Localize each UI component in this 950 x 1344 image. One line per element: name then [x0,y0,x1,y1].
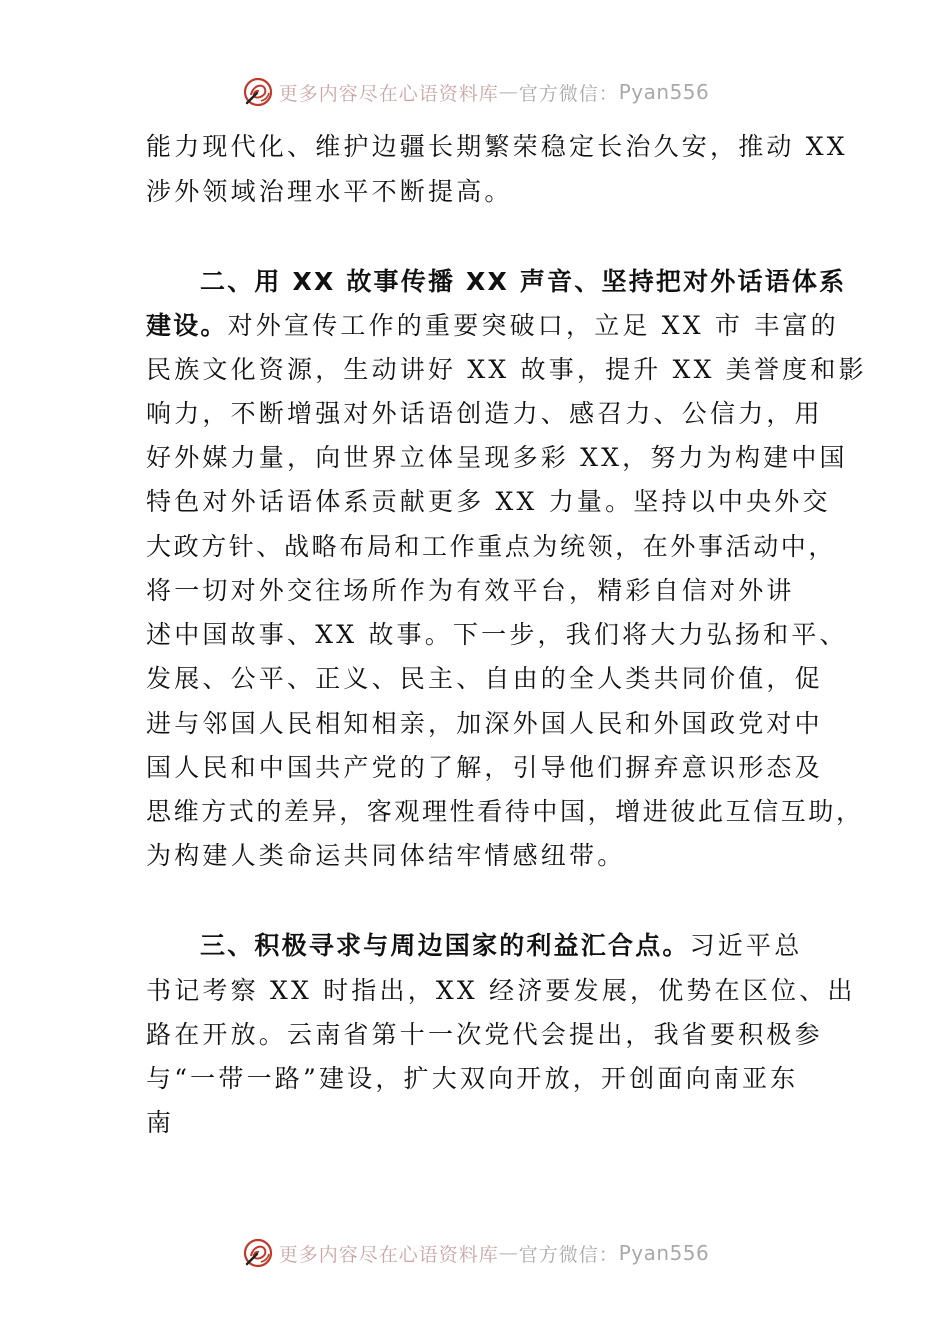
paragraph3-line: 与“一带一路”建设，扩大双向开放，开创面向南亚东 [146,1064,799,1093]
paragraph3-line-rest: 习近平总 [689,931,803,960]
rose-logo-icon [241,1236,275,1270]
paragraph2-line: 述中国故事、XX 故事。下一步，我们将大力弘扬和平、 [146,620,848,649]
paragraph2-line: 特色对外话语体系贡献更多 XX 力量。坚持以中央外交 [146,487,831,516]
watermark-header [0,72,950,112]
section2-heading: 二、用 XX 故事传播 XX 声音、坚持把对外话语体系 [200,267,847,296]
watermark-text: 更多内容尽在心语资料库 [278,82,499,105]
paragraph2-line-rest: 对外宣传工作的重要突破口，立足 XX 市 丰富的 [227,311,839,340]
paragraph2-line: 发展、公平、正义、民主、自由的全人类共同价值，促 [146,664,823,693]
paragraph2-line: 好外媒力量，向世界立体呈现多彩 XX，努力为构建中国 [146,443,848,472]
watermark-wechat-label: 官方微信： [518,1243,619,1266]
section3-heading: 三、积极寻求与周边国家的利益汇合点。 [200,931,690,960]
paragraph1-line: 能力现代化、维护边疆长期繁荣稳定长治久安，推动 XX [146,132,848,161]
watermark-footer [0,1233,950,1273]
paragraph2-line: 民族文化资源，生动讲好 XX 故事，提升 XX 美誉度和影 [146,355,867,384]
paragraph1-line: 涉外领域治理水平不断提高。 [146,177,513,206]
paragraph3-line: 路在开放。云南省第十一次党代会提出，我省要积极参 [146,1020,823,1049]
paragraph2-line: 将一切对外交往场所作为有效平台，精彩自信对外讲 [146,576,795,605]
paragraph2-line: 响力，不断增强对外话语创造力、感召力、公信力，用 [146,399,823,428]
watermark-wechat-id: Pyan556 [618,80,710,104]
paragraph3-line [200,924,880,968]
paragraph2-line: 为构建人类命运共同体结牢情感纽带。 [146,841,626,870]
watermark-text: 更多内容尽在心语资料库 [278,1243,499,1266]
watermark-wechat-id: Pyan556 [618,1241,710,1265]
paragraph2-line: 进与邻国人民相知相亲，加深外国人民和外国政党对中 [146,709,823,738]
watermark-dash: — [498,1242,519,1264]
section2-heading-end: 建设。 [146,311,228,340]
paragraph2-line: 大政方针、战略布局和工作重点为统领，在外事活动中， [146,532,837,561]
rose-logo-icon [241,75,275,109]
paragraph2-line [146,304,839,348]
watermark-dash: — [498,81,519,103]
paragraph3-line: 南 [146,1108,175,1137]
paragraph2-line: 国人民和中国共产党的了解，引导他们摒弃意识形态及 [146,753,823,782]
paragraph2-line: 思维方式的差异，客观理性看待中国，增进彼此互信互助， [146,797,864,826]
watermark-wechat-label: 官方微信： [518,82,619,105]
paragraph3-line: 书记考察 XX 时指出，XX 经济要发展，优势在区位、出 [146,976,856,1005]
